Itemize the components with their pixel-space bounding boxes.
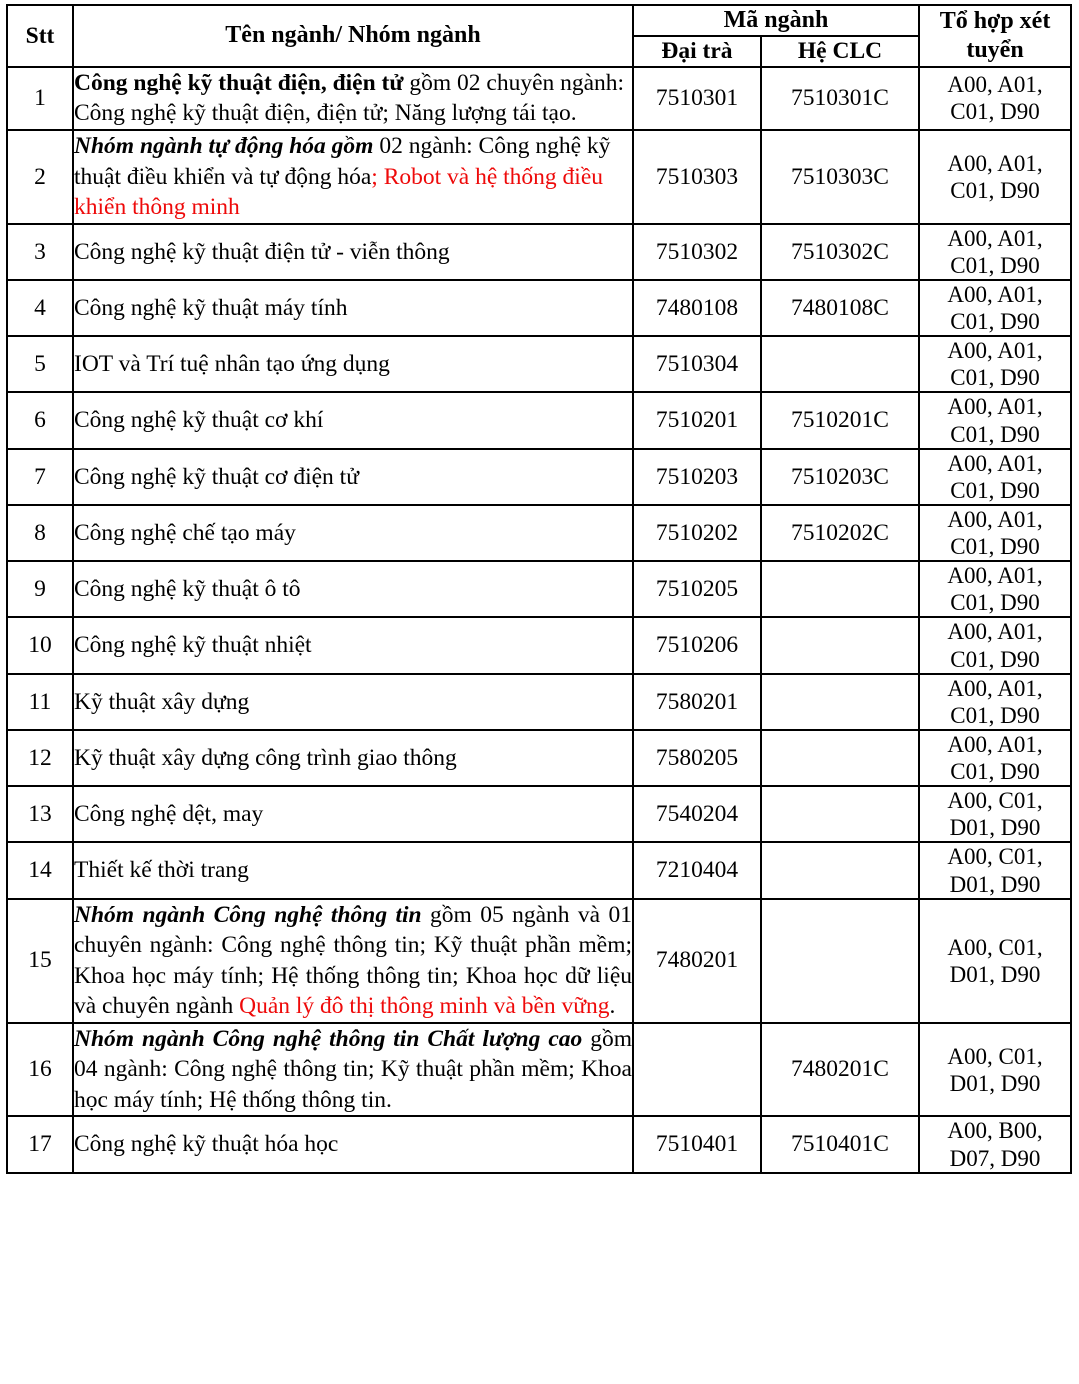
- cell-code-he-clc: [761, 336, 919, 392]
- cell-admission-combination: [919, 280, 1071, 336]
- combination-line-1: A00, A01,: [947, 506, 1043, 532]
- combination-line-1: A00, C01,: [947, 788, 1043, 814]
- table-row: [7, 449, 1071, 505]
- major-name-detail: Công nghệ kỹ thuật máy tính: [74, 294, 348, 321]
- cell-code-dai-tra: 7510303: [633, 130, 761, 224]
- column-header-major-name: Tên ngành/ Nhóm ngành: [73, 5, 633, 67]
- cell-stt: 1: [7, 67, 73, 130]
- cell-major-name: [73, 674, 633, 730]
- cell-stt: 5: [7, 336, 73, 392]
- cell-major-name: [73, 336, 633, 392]
- cell-code-he-clc: 7510302C: [761, 224, 919, 280]
- cell-major-name: [73, 786, 633, 842]
- cell-admission-combination: [919, 674, 1071, 730]
- cell-admission-combination: [919, 1023, 1071, 1117]
- combination-line-1: A00, A01,: [947, 675, 1043, 701]
- combination-line-2: C01, D90: [950, 99, 1040, 125]
- cell-code-dai-tra: 7510304: [633, 336, 761, 392]
- combination-line-1: A00, A01,: [947, 563, 1043, 589]
- cell-code-he-clc: 7510401C: [761, 1116, 919, 1172]
- major-name-emphasis: Công nghệ kỹ thuật điện, điện tử: [74, 69, 404, 96]
- table-row: [7, 730, 1071, 786]
- combination-line-2: D01, D90: [949, 1070, 1041, 1096]
- cell-admission-combination: [919, 449, 1071, 505]
- cell-stt: 3: [7, 224, 73, 280]
- combination-line-2: C01, D90: [950, 309, 1040, 335]
- cell-code-dai-tra: 7480108: [633, 280, 761, 336]
- combination-line-2: C01, D90: [950, 534, 1040, 560]
- combination-line-2: D01, D90: [949, 815, 1041, 841]
- cell-admission-combination: [919, 617, 1071, 673]
- cell-code-dai-tra: 7510201: [633, 392, 761, 448]
- cell-code-he-clc: 7480108C: [761, 280, 919, 336]
- cell-code-he-clc: [761, 899, 919, 1023]
- combination-line-2: C01, D90: [950, 177, 1040, 203]
- combination-line-2: C01, D90: [950, 646, 1040, 672]
- combination-line-1: A00, A01,: [947, 338, 1043, 364]
- cell-code-dai-tra: 7210404: [633, 842, 761, 898]
- cell-stt: 4: [7, 280, 73, 336]
- major-name-detail: Kỹ thuật xây dựng: [74, 688, 250, 715]
- combination-line-2: C01, D90: [950, 477, 1040, 503]
- combination-line-1: A00, C01,: [947, 1043, 1043, 1069]
- major-name-detail: gồm 04 ngành: Công nghệ thông tin; Kỹ thuật phần mềm; Khoa học máy tính; Hệ thống thông tin.: [74, 1025, 632, 1113]
- admissions-majors-table: [6, 4, 1072, 1174]
- cell-code-dai-tra: 7540204: [633, 786, 761, 842]
- cell-major-name: [73, 280, 633, 336]
- cell-stt: 7: [7, 449, 73, 505]
- cell-admission-combination: [919, 392, 1071, 448]
- cell-stt: 13: [7, 786, 73, 842]
- table-row: [7, 1023, 1071, 1117]
- cell-code-he-clc: [761, 674, 919, 730]
- combination-line-2: C01, D90: [950, 421, 1040, 447]
- cell-admission-combination: [919, 505, 1071, 561]
- cell-code-he-clc: 7480201C: [761, 1023, 919, 1117]
- cell-major-name: [73, 505, 633, 561]
- table-row: [7, 392, 1071, 448]
- table-row: [7, 561, 1071, 617]
- combination-line-1: A00, A01,: [947, 619, 1043, 645]
- cell-stt: 14: [7, 842, 73, 898]
- cell-code-dai-tra: 7510206: [633, 617, 761, 673]
- column-header-major-code-group: Mã ngành: [633, 5, 919, 36]
- cell-major-name: [73, 449, 633, 505]
- major-name-detail: gồm 02 chuyên ngành: Công nghệ kỹ thuật điện, điện tử; Năng lượng tái tạo.: [74, 69, 625, 127]
- cell-major-name: [73, 842, 633, 898]
- cell-admission-combination: [919, 224, 1071, 280]
- cell-stt: 8: [7, 505, 73, 561]
- cell-code-he-clc: 7510203C: [761, 449, 919, 505]
- cell-code-dai-tra: 7580201: [633, 674, 761, 730]
- cell-stt: 9: [7, 561, 73, 617]
- cell-code-he-clc: [761, 730, 919, 786]
- major-name-detail: Công nghệ kỹ thuật nhiệt: [74, 632, 312, 659]
- combination-line-1: A00, A01,: [947, 450, 1043, 476]
- major-name-detail: 02 ngành: Công nghệ kỹ thuật điều khiển và tự động hóa: [74, 133, 611, 190]
- cell-admission-combination: [919, 561, 1071, 617]
- cell-stt: 11: [7, 674, 73, 730]
- cell-code-he-clc: 7510201C: [761, 392, 919, 448]
- combination-line-2: D01, D90: [949, 961, 1041, 987]
- major-name-detail: Công nghệ dệt, may: [74, 801, 264, 827]
- major-name-detail: Công nghệ chế tạo máy: [74, 519, 296, 546]
- combination-line-2: D07, D90: [949, 1145, 1041, 1171]
- cell-admission-combination: [919, 1116, 1071, 1172]
- combination-line-1: A00, C01,: [947, 934, 1043, 960]
- cell-code-dai-tra: 7510301: [633, 67, 761, 130]
- cell-code-dai-tra: 7510302: [633, 224, 761, 280]
- combination-line-2: C01, D90: [950, 365, 1040, 391]
- table-row: [7, 130, 1071, 224]
- cell-admission-combination: [919, 786, 1071, 842]
- cell-code-dai-tra: 7510205: [633, 561, 761, 617]
- cell-major-name: [73, 130, 633, 224]
- table-header: [7, 5, 1071, 67]
- combination-line-1: A00, B00,: [947, 1118, 1043, 1144]
- cell-code-he-clc: [761, 842, 919, 898]
- table-body: [7, 67, 1071, 1173]
- major-name-highlight: ; Robot và hệ thống điều khiển thông minh: [74, 163, 604, 221]
- cell-admission-combination: [919, 336, 1071, 392]
- combination-line-2: C01, D90: [950, 590, 1040, 616]
- combination-line-1: A00, A01,: [947, 225, 1043, 251]
- cell-code-dai-tra: 7510203: [633, 449, 761, 505]
- combination-line-2: C01, D90: [950, 702, 1040, 728]
- major-name-detail: IOT và Trí tuệ nhân tạo ứng dụng: [74, 351, 390, 377]
- major-name-detail: Công nghệ kỹ thuật cơ khí: [74, 407, 324, 434]
- table-row: [7, 336, 1071, 392]
- cell-admission-combination: [919, 130, 1071, 224]
- cell-major-name: [73, 1116, 633, 1172]
- cell-admission-combination: [919, 67, 1071, 130]
- cell-stt: 2: [7, 130, 73, 224]
- table-row: [7, 280, 1071, 336]
- table-row: [7, 67, 1071, 130]
- table-row: [7, 786, 1071, 842]
- cell-major-name: [73, 561, 633, 617]
- major-name-detail: Công nghệ kỹ thuật điện tử - viễn thông: [74, 238, 450, 265]
- major-name-detail: Công nghệ kỹ thuật cơ điện tử: [74, 463, 359, 490]
- cell-stt: 16: [7, 1023, 73, 1117]
- cell-code-he-clc: 7510303C: [761, 130, 919, 224]
- cell-major-name: [73, 1023, 633, 1117]
- cell-major-name: [73, 392, 633, 448]
- cell-stt: 6: [7, 392, 73, 448]
- major-name-emphasis: Nhóm ngành Công nghệ thông tin: [74, 901, 422, 928]
- major-name-emphasis: Nhóm ngành Công nghệ thông tin Chất lượng cao: [74, 1025, 583, 1052]
- major-name-detail: gồm 05 ngành và 01 chuyên ngành: Công nghệ thông tin; Kỹ thuật phần mềm; Khoa học máy tính; Hệ thống thông tin; Khoa học dữ liệu và chuyên ngành: [74, 901, 632, 1020]
- cell-major-name: [73, 67, 633, 130]
- cell-stt: 15: [7, 899, 73, 1023]
- cell-major-name: [73, 730, 633, 786]
- table-row: [7, 505, 1071, 561]
- cell-code-he-clc: [761, 617, 919, 673]
- major-name-detail: Công nghệ kỹ thuật hóa học: [74, 1131, 339, 1158]
- combination-line-1: A00, A01,: [947, 72, 1043, 98]
- combination-line-1: A00, C01,: [947, 844, 1043, 870]
- major-name-emphasis: Nhóm ngành tự động hóa gồm: [74, 133, 374, 160]
- cell-admission-combination: [919, 899, 1071, 1023]
- cell-major-name: [73, 617, 633, 673]
- cell-code-dai-tra: 7510202: [633, 505, 761, 561]
- column-header-he-clc: Hệ CLC: [761, 36, 919, 67]
- combination-line-1: A00, A01,: [947, 150, 1043, 176]
- cell-major-name: [73, 224, 633, 280]
- cell-code-he-clc: [761, 561, 919, 617]
- cell-admission-combination: [919, 842, 1071, 898]
- header-row-top: [7, 5, 1071, 36]
- table-row: [7, 899, 1071, 1023]
- major-name-highlight: Quản lý đô thị thông minh và bền vững: [239, 993, 610, 1020]
- cell-code-dai-tra: [633, 1023, 761, 1117]
- cell-code-he-clc: 7510301C: [761, 67, 919, 130]
- combination-line-2: C01, D90: [950, 252, 1040, 278]
- combination-line-1: A00, A01,: [947, 281, 1043, 307]
- table-row: [7, 1116, 1071, 1172]
- cell-stt: 12: [7, 730, 73, 786]
- cell-code-dai-tra: 7480201: [633, 899, 761, 1023]
- combination-line-2: C01, D90: [950, 759, 1040, 785]
- major-name-detail: Kỹ thuật xây dựng công trình giao thông: [74, 744, 457, 771]
- cell-code-dai-tra: 7580205: [633, 730, 761, 786]
- cell-code-he-clc: 7510202C: [761, 505, 919, 561]
- table-row: [7, 842, 1071, 898]
- column-header-stt: Stt: [7, 5, 73, 67]
- column-header-dai-tra: Đại trà: [633, 36, 761, 67]
- table-row: [7, 617, 1071, 673]
- major-name-detail: Thiết kế thời trang: [74, 857, 249, 884]
- combination-line-1: A00, A01,: [947, 394, 1043, 420]
- table-row: [7, 674, 1071, 730]
- table-row: [7, 224, 1071, 280]
- cell-major-name: [73, 899, 633, 1023]
- major-name-tail: .: [609, 993, 616, 1020]
- cell-code-dai-tra: 7510401: [633, 1116, 761, 1172]
- column-header-admission-combination: Tổ hợp xét tuyển: [919, 5, 1071, 67]
- cell-stt: 10: [7, 617, 73, 673]
- combination-line-2: D01, D90: [949, 871, 1041, 897]
- cell-admission-combination: [919, 730, 1071, 786]
- cell-code-he-clc: [761, 786, 919, 842]
- cell-stt: 17: [7, 1116, 73, 1172]
- major-name-detail: Công nghệ kỹ thuật ô tô: [74, 576, 301, 602]
- combination-line-1: A00, A01,: [947, 731, 1043, 757]
